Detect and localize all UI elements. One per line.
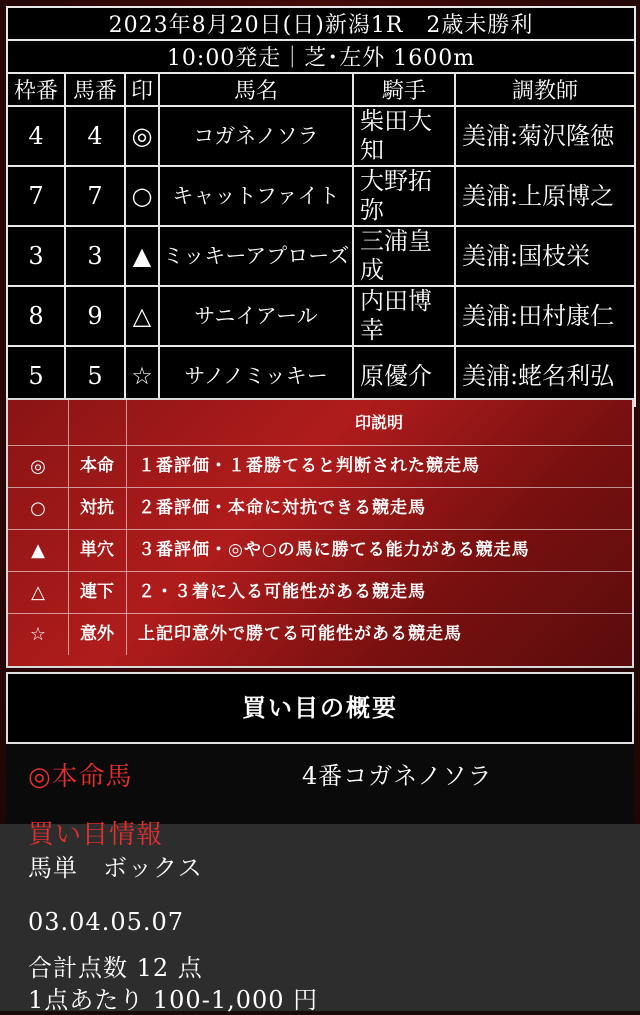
mark-cell: ▲ — [125, 226, 159, 286]
mark-cell: ○ — [125, 166, 159, 226]
horse-name-cell: キャットファイト — [159, 166, 353, 226]
honmei-value: 4番コガネノソラ — [302, 762, 493, 790]
umaban-cell: 4 — [65, 106, 125, 166]
table-row — [7, 286, 635, 346]
trainer-cell: 美浦:上原博之 — [455, 166, 635, 226]
legend-title: 印説明 — [354, 413, 403, 432]
bet-per-point: 1点あたり 100-1,000 円 — [28, 986, 319, 1014]
race-subtitle: 10:00発走｜芝･左外 1600m — [7, 40, 635, 73]
mark-cell: ☆ — [125, 346, 159, 406]
header-trainer: 調教師 — [455, 73, 635, 106]
trainer-cell: 美浦:田村康仁 — [455, 286, 635, 346]
buy-info-header: 買い目情報 — [28, 820, 164, 850]
jockey-cell: 内田博幸 — [353, 286, 455, 346]
legend-label: 連下 — [68, 572, 127, 613]
legend-desc: ２番評価・本命に対抗できる競走馬 — [138, 498, 426, 518]
bet-numbers: 03.04.05.07 — [28, 908, 185, 936]
header-mark: 印 — [125, 73, 159, 106]
race-table-frame — [6, 6, 634, 407]
waku-cell: 8 — [7, 286, 65, 346]
legend-row — [8, 487, 632, 529]
trainer-cell: 美浦:菊沢隆徳 — [455, 106, 635, 166]
legend-row — [8, 445, 632, 487]
legend-mark: △ — [8, 572, 69, 613]
mark-cell: △ — [125, 286, 159, 346]
legend-desc: １番評価・１番勝てると判断された競走馬 — [138, 456, 480, 476]
legend-row — [8, 571, 632, 613]
legend-label: 単穴 — [68, 530, 127, 571]
waku-cell: 5 — [7, 346, 65, 406]
header-umaban: 馬番 — [65, 73, 125, 106]
buy-info-section — [0, 820, 640, 1014]
legend-label: 本命 — [68, 446, 127, 487]
jockey-cell: 三浦皇成 — [353, 226, 455, 286]
legend-desc: ３番評価・◎や○の馬に勝てる能力がある競走馬 — [138, 540, 530, 560]
bet-total: 合計点数 12 点 — [28, 954, 203, 982]
legend-mark: ▲ — [8, 530, 69, 571]
horse-name-cell: コガネノソラ — [159, 106, 353, 166]
legend-desc: ２・３着に入る可能性がある競走馬 — [138, 582, 426, 602]
table-row — [7, 346, 635, 406]
table-row — [7, 106, 635, 166]
legend-mark: ◎ — [8, 446, 69, 487]
race-table — [6, 6, 636, 407]
jockey-cell: 大野拓弥 — [353, 166, 455, 226]
table-row — [7, 166, 635, 226]
trainer-cell: 美浦:国枝栄 — [455, 226, 635, 286]
summary-heading: 買い目の概要 — [6, 672, 634, 744]
legend-row — [8, 529, 632, 571]
waku-cell: 4 — [7, 106, 65, 166]
umaban-cell: 3 — [65, 226, 125, 286]
jockey-cell: 原優介 — [353, 346, 455, 406]
race-title: 2023年8月20日(日)新潟1R 2歳未勝利 — [7, 7, 635, 40]
header-waku: 枠番 — [7, 73, 65, 106]
mark-legend — [6, 398, 634, 668]
trainer-cell: 美浦:蛯名利弘 — [455, 346, 635, 406]
legend-mark: ○ — [8, 488, 69, 529]
table-row — [7, 226, 635, 286]
legend-row — [8, 613, 632, 655]
waku-cell: 7 — [7, 166, 65, 226]
waku-cell: 3 — [7, 226, 65, 286]
bet-type: 馬単 ボックス — [28, 854, 203, 882]
legend-label: 意外 — [68, 614, 127, 655]
honmei-label: ◎本命馬 — [28, 762, 133, 792]
honmei-section — [6, 744, 634, 824]
header-jockey: 騎手 — [353, 73, 455, 106]
jockey-cell: 柴田大知 — [353, 106, 455, 166]
horse-name-cell: ミッキーアプローズ — [159, 226, 353, 286]
legend-label: 対抗 — [68, 488, 127, 529]
legend-header — [8, 400, 632, 445]
legend-mark: ☆ — [8, 614, 69, 655]
horse-name-cell: サノノミッキー — [159, 346, 353, 406]
umaban-cell: 5 — [65, 346, 125, 406]
mark-cell: ◎ — [125, 106, 159, 166]
umaban-cell: 7 — [65, 166, 125, 226]
umaban-cell: 9 — [65, 286, 125, 346]
horse-name-cell: サニイアール — [159, 286, 353, 346]
legend-desc: 上記印意外で勝てる可能性がある競走馬 — [138, 624, 462, 644]
header-horse-name: 馬名 — [159, 73, 353, 106]
